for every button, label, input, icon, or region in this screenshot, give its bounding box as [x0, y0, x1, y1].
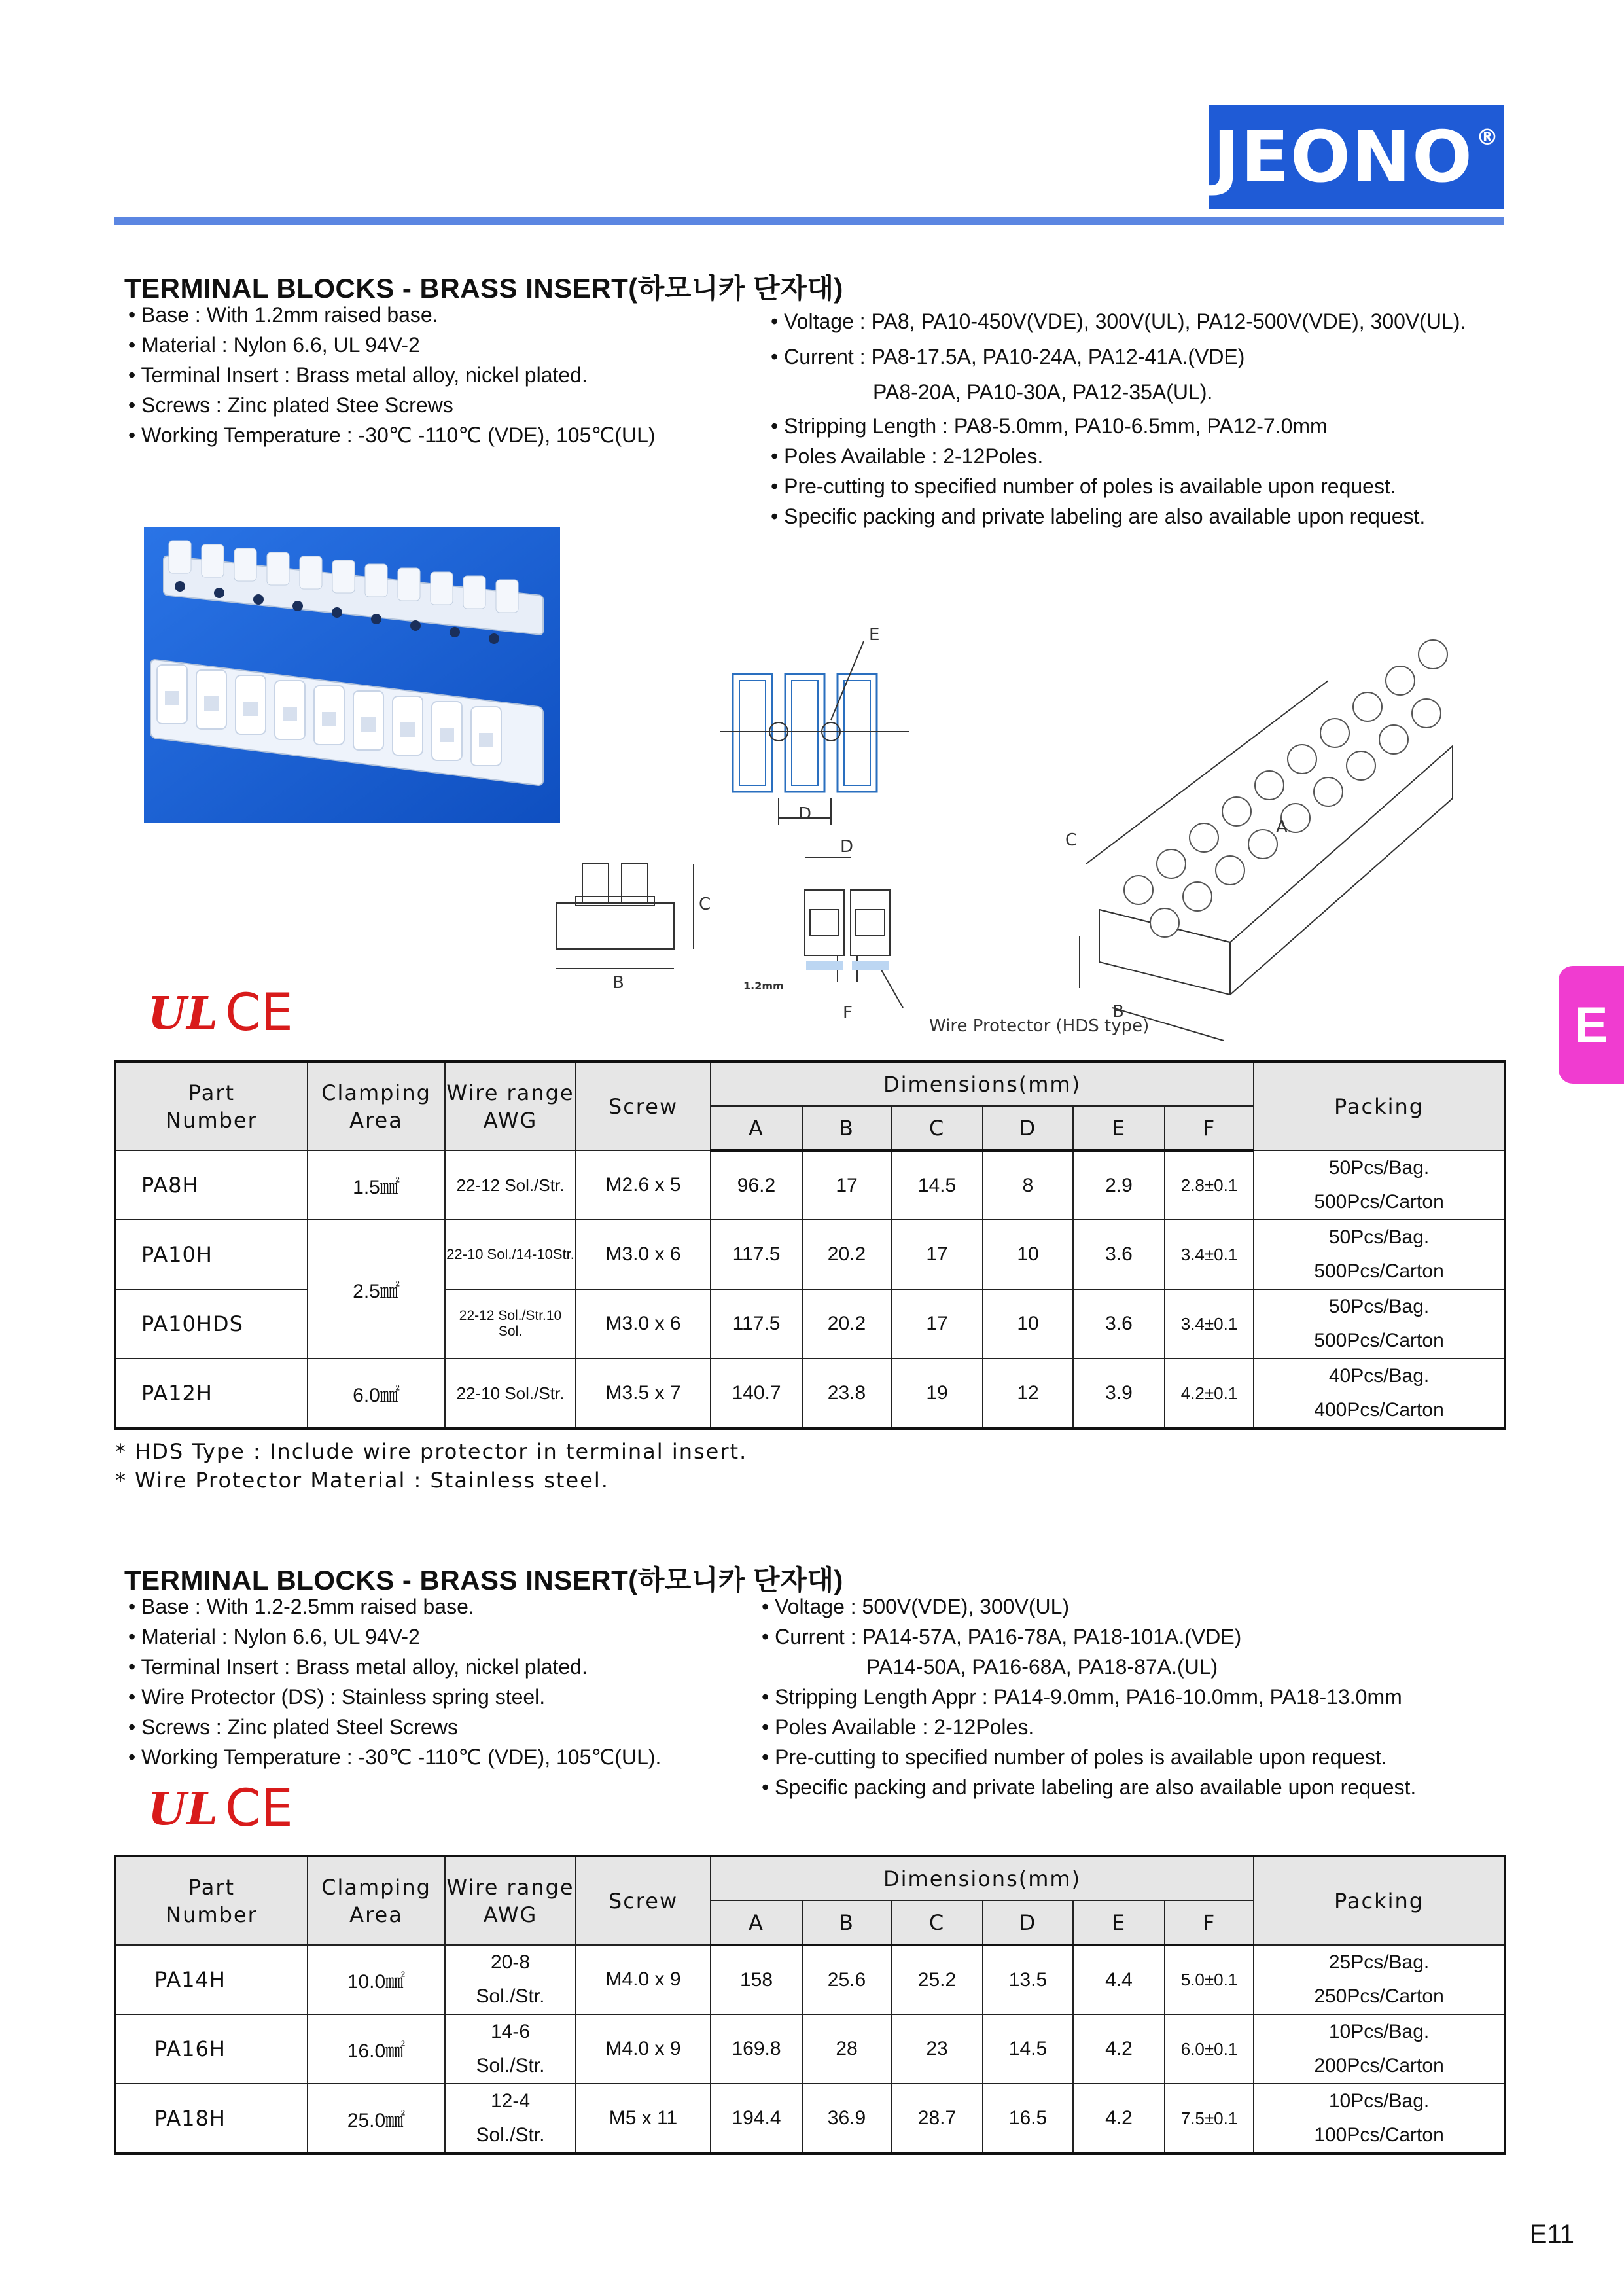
packing [1254, 1220, 1505, 1289]
part-number: PA18H [115, 2084, 308, 2154]
spec-item: • Base : With 1.2mm raised base. [128, 300, 656, 330]
wire-range-awg: 20-8 [490, 1951, 531, 1973]
part-number: PA12H [115, 1359, 308, 1429]
dim-f: 4.2±0.1 [1165, 1359, 1254, 1429]
registered-mark: ® [1475, 124, 1500, 151]
dim-a: 140.7 [711, 1359, 802, 1429]
dim-label: A [1276, 817, 1288, 837]
dimensions-table-1 [114, 1060, 1506, 1430]
part-number: PA14H [115, 1945, 308, 2014]
wire-range [445, 1945, 576, 2014]
page-number: E11 [1529, 2220, 1574, 2249]
screw: M3.0 x 6 [576, 1220, 711, 1289]
dim-c: 28.7 [891, 2084, 983, 2154]
wire-range [445, 2014, 576, 2084]
dim-d: 14.5 [983, 2014, 1073, 2084]
screw: M4.0 x 9 [576, 1945, 711, 2014]
header-dim-c: C [891, 1106, 983, 1150]
ul-mark: UL [148, 1783, 219, 1835]
dim-b: 25.6 [802, 1945, 891, 2014]
clamping-area: 6.0㎟ [308, 1359, 445, 1429]
header-clamping-area: Clamping Area [308, 1856, 445, 1945]
header-part-number: Part Number [115, 1061, 308, 1150]
dim-f: 3.4±0.1 [1165, 1220, 1254, 1289]
header-dim-a: A [711, 1900, 802, 1945]
header-wire-range: Wire range AWG [445, 1061, 576, 1150]
header-dim-d: D [983, 1106, 1073, 1150]
dim-f: 7.5±0.1 [1165, 2084, 1254, 2154]
dim-b: 20.2 [802, 1289, 891, 1359]
packing-carton: 400Pcs/Carton [1314, 1399, 1444, 1421]
header-part-number: Part Number [115, 1856, 308, 1945]
dim-a: 117.5 [711, 1289, 802, 1359]
screw: M2.6 x 5 [576, 1150, 711, 1220]
dim-f: 6.0±0.1 [1165, 2014, 1254, 2084]
dim-b: 36.9 [802, 2084, 891, 2154]
part-number: PA8H [115, 1150, 308, 1220]
dim-label: D [798, 804, 812, 824]
dim-b: 17 [802, 1150, 891, 1220]
spec-item: • Screws : Zinc plated Steel Screws [128, 1712, 661, 1742]
dim-label: D [840, 837, 854, 857]
dim-f: 3.4±0.1 [1165, 1289, 1254, 1359]
spec-item: • Current : PA14-57A, PA16-78A, PA18-101A.(VDE) [762, 1622, 1416, 1652]
part-number: PA10HDS [115, 1289, 308, 1359]
packing-bag: 50Pcs/Bag. [1328, 1226, 1430, 1248]
dim-a: 158 [711, 1945, 802, 2014]
packing [1254, 2014, 1505, 2084]
brand-logo [1209, 105, 1504, 209]
dim-a: 96.2 [711, 1150, 802, 1220]
wire-range: 22-12 Sol./Str.10 Sol. [445, 1289, 576, 1359]
packing-carton: 500Pcs/Carton [1314, 1330, 1444, 1351]
spec-item: • Screws : Zinc plated Stee Screws [128, 390, 656, 420]
wire-range-awg: 14-6 [490, 2021, 531, 2042]
dim-d: 16.5 [983, 2084, 1073, 2154]
screw: M3.5 x 7 [576, 1359, 711, 1429]
header-dim-f: F [1165, 1900, 1254, 1945]
dim-d: 10 [983, 1220, 1073, 1289]
dim-e: 3.6 [1073, 1220, 1165, 1289]
wire-range-type: Sol./Str. [476, 2124, 545, 2146]
header-dim-f: F [1165, 1106, 1254, 1150]
screw: M3.0 x 6 [576, 1289, 711, 1359]
packing-carton: 100Pcs/Carton [1314, 2124, 1444, 2146]
dim-label: C [1065, 830, 1078, 850]
ce-mark: CE [225, 987, 293, 1039]
spec-item: • Working Temperature : -30℃ -110℃ (VDE), 105℃(UL) [128, 420, 656, 450]
dim-a: 117.5 [711, 1220, 802, 1289]
packing [1254, 2084, 1505, 2154]
dim-c: 25.2 [891, 1945, 983, 2014]
dim-d: 10 [983, 1289, 1073, 1359]
header-dim-a: A [711, 1106, 802, 1150]
packing-bag: 10Pcs/Bag. [1328, 2021, 1430, 2042]
dim-c: 17 [891, 1289, 983, 1359]
spec-item: • Wire Protector (DS) : Stainless spring steel. [128, 1682, 661, 1712]
wire-range-awg: 12-4 [490, 2090, 531, 2112]
spec-item: PA14-50A, PA16-68A, PA18-87A.(UL) [866, 1655, 1218, 1679]
screw: M4.0 x 9 [576, 2014, 711, 2084]
clamping-area: 25.0㎟ [308, 2084, 445, 2154]
note-item: * HDS Type : Include wire protector in terminal insert. [115, 1439, 748, 1464]
table-row [115, 1220, 1505, 1289]
dim-c: 19 [891, 1359, 983, 1429]
packing-bag: 50Pcs/Bag. [1328, 1157, 1430, 1179]
header-dimensions: Dimensions(mm) [711, 1856, 1254, 1900]
header-wire-range: Wire range AWG [445, 1856, 576, 1945]
wire-range: 22-10 Sol./Str. [445, 1359, 576, 1429]
dim-b: 20.2 [802, 1220, 891, 1289]
dim-label: E [869, 625, 880, 645]
spec-item: • Voltage : PA8, PA10-450V(VDE), 300V(UL), PA12-500V(VDE), 300V(UL). [771, 306, 1466, 336]
ul-mark: UL [148, 987, 219, 1039]
packing [1254, 1359, 1505, 1429]
packing-carton: 500Pcs/Carton [1314, 1260, 1444, 1282]
table-row [115, 1945, 1505, 2014]
dim-b: 23.8 [802, 1359, 891, 1429]
spec-item: • Specific packing and private labeling are also available upon request. [771, 501, 1466, 531]
packing [1254, 1289, 1505, 1359]
dim-label: C [699, 895, 711, 914]
dimensions-table-2 [114, 1855, 1506, 2155]
dim-e: 3.6 [1073, 1289, 1165, 1359]
packing-carton: 500Pcs/Carton [1314, 1191, 1444, 1213]
spec-item: • Material : Nylon 6.6, UL 94V-2 [128, 330, 656, 360]
certification-marks [148, 987, 318, 1042]
section2-title: TERMINAL BLOCKS - BRASS INSERT(하모니카 단자대) [124, 1565, 843, 1595]
dim-d: 13.5 [983, 1945, 1073, 2014]
table-row [115, 2014, 1505, 2084]
clamping-area: 16.0㎟ [308, 2014, 445, 2084]
spec-item: • Poles Available : 2-12Poles. [762, 1712, 1416, 1742]
packing-carton: 200Pcs/Carton [1314, 2055, 1444, 2076]
table1-notes [115, 1437, 747, 1495]
wire-range [445, 2084, 576, 2154]
spec-item: • Poles Available : 2-12Poles. [771, 441, 1466, 471]
dim-e: 4.2 [1073, 2014, 1165, 2084]
wire-range: 22-10 Sol./14-10Str. [445, 1220, 576, 1289]
table-row [115, 2084, 1505, 2154]
header-packing: Packing [1254, 1856, 1505, 1945]
header-packing: Packing [1254, 1061, 1505, 1150]
ce-mark: CE [225, 1783, 293, 1835]
header-dim-b: B [802, 1900, 891, 1945]
packing-bag: 10Pcs/Bag. [1328, 2090, 1430, 2112]
header-clamping-area: Clamping Area [308, 1061, 445, 1150]
clamping-area: 1.5㎟ [308, 1150, 445, 1220]
dim-e: 4.4 [1073, 1945, 1165, 2014]
dim-label: B [1112, 1002, 1124, 1022]
packing-carton: 250Pcs/Carton [1314, 1985, 1444, 2007]
section-tab[interactable] [1559, 966, 1624, 1084]
spec-item: • Base : With 1.2-2.5mm raised base. [128, 1592, 661, 1622]
header-dim-e: E [1073, 1900, 1165, 1945]
brand-logo-text: JEONO [1213, 116, 1474, 198]
wire-range-type: Sol./Str. [476, 2055, 545, 2076]
dim-c: 17 [891, 1220, 983, 1289]
dim-e: 4.2 [1073, 2084, 1165, 2154]
technical-drawing [510, 589, 1479, 1047]
header-rule [114, 217, 1504, 225]
table-row [115, 1359, 1505, 1429]
header-screw: Screw [576, 1856, 711, 1945]
dim-d: 12 [983, 1359, 1073, 1429]
part-number: PA10H [115, 1220, 308, 1289]
spec-item: • Pre-cutting to specified number of poles is available upon request. [762, 1742, 1416, 1772]
dim-label: 1.2mm [743, 980, 784, 992]
section2-right-specs [762, 1592, 1416, 1802]
header-dim-e: E [1073, 1106, 1165, 1150]
spec-item: • Stripping Length : PA8-5.0mm, PA10-6.5mm, PA12-7.0mm [771, 411, 1466, 441]
spec-item: • Terminal Insert : Brass metal alloy, nickel plated. [128, 360, 656, 390]
clamping-area: 10.0㎟ [308, 1945, 445, 2014]
dim-a: 169.8 [711, 2014, 802, 2084]
dim-c: 14.5 [891, 1150, 983, 1220]
packing-bag: 25Pcs/Bag. [1328, 1951, 1430, 1973]
clamping-area: 2.5㎟ [308, 1220, 445, 1359]
spec-item: • Material : Nylon 6.6, UL 94V-2 [128, 1622, 661, 1652]
dim-label: F [843, 1003, 853, 1023]
header-dimensions: Dimensions(mm) [711, 1061, 1254, 1106]
header-screw: Screw [576, 1061, 711, 1150]
section2-left-specs [128, 1592, 661, 1772]
packing [1254, 1150, 1505, 1220]
table-row [115, 1150, 1505, 1220]
packing-bag: 50Pcs/Bag. [1328, 1296, 1430, 1317]
dim-c: 23 [891, 2014, 983, 2084]
spec-item: • Pre-cutting to specified number of poles is available upon request. [771, 471, 1466, 501]
dim-a: 194.4 [711, 2084, 802, 2154]
section1-title: TERMINAL BLOCKS - BRASS INSERT(하모니카 단자대) [124, 273, 843, 304]
dim-f: 5.0±0.1 [1165, 1945, 1254, 2014]
dim-e: 3.9 [1073, 1359, 1165, 1429]
note-item: * Wire Protector Material : Stainless steel. [115, 1468, 609, 1493]
spec-item: • Terminal Insert : Brass metal alloy, nickel plated. [128, 1652, 661, 1682]
section-tab-label: E [1574, 997, 1608, 1053]
header-dim-c: C [891, 1900, 983, 1945]
header-dim-d: D [983, 1900, 1073, 1945]
spec-item: • Specific packing and private labeling are also available upon request. [762, 1772, 1416, 1802]
spec-item: • Voltage : 500V(VDE), 300V(UL) [762, 1592, 1416, 1622]
spec-item: • Current : PA8-17.5A, PA10-24A, PA12-41A.(VDE) [771, 342, 1466, 372]
part-number: PA16H [115, 2014, 308, 2084]
packing-bag: 40Pcs/Bag. [1328, 1365, 1430, 1387]
section1-right-specs [771, 306, 1466, 531]
spec-item: • Stripping Length Appr : PA14-9.0mm, PA16-10.0mm, PA18-13.0mm [762, 1682, 1416, 1712]
spec-item: PA8-20A, PA10-30A, PA12-35A(UL). [873, 380, 1213, 404]
wire-range: 22-12 Sol./Str. [445, 1150, 576, 1220]
dim-label: B [612, 973, 624, 993]
section1-left-specs [128, 300, 656, 450]
dim-d: 8 [983, 1150, 1073, 1220]
certification-marks-2 [148, 1783, 318, 1838]
header-dim-b: B [802, 1106, 891, 1150]
wire-range-type: Sol./Str. [476, 1985, 545, 2007]
packing [1254, 1945, 1505, 2014]
wire-protector-label: Wire Protector (HDS type) [929, 1016, 1150, 1036]
dim-e: 2.9 [1073, 1150, 1165, 1220]
product-photo [144, 527, 560, 823]
spec-item: • Working Temperature : -30℃ -110℃ (VDE), 105℃(UL). [128, 1742, 661, 1772]
dim-f: 2.8±0.1 [1165, 1150, 1254, 1220]
screw: M5 x 11 [576, 2084, 711, 2154]
dim-b: 28 [802, 2014, 891, 2084]
